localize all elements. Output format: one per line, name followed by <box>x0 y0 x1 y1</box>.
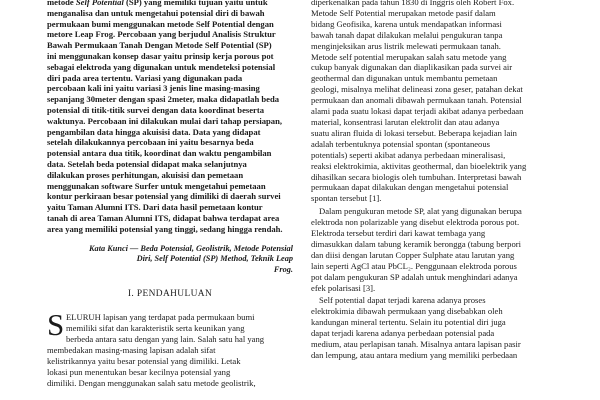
body-line: geothermal dan digunakan untuk membantu pemetaan <box>311 73 498 84</box>
body-line: alami pada suatu lokasi dapat terjadi akibat adanya perbedaan <box>311 106 524 117</box>
body-line: bidang Geofisika, karena untuk mendapatkan informasi <box>311 18 502 29</box>
body-line: cukup banyak digunakan dan diaplikasikan pada survei air <box>311 62 513 73</box>
keywords-line: Frog. <box>273 264 293 274</box>
abstract-line: menggunakan software Surfer untuk mengetahui pemetaan <box>47 180 266 191</box>
body-line: kandungan mineral tertentu. Selain itu potential diri juga <box>311 317 506 328</box>
body-line: permukaan dan anomali dibawah permukaan tanah. Potensial <box>311 95 522 106</box>
abstract-line: yaitu Taman Alumni ITS. Dari data hasil pemetaan kontur <box>47 202 263 213</box>
body-line: Elektroda tersebut terdiri dari kawat tembaga yang <box>311 228 486 239</box>
body-line: geologi, misalnya melihat delineasi zona geser, patahan dekat <box>311 84 523 95</box>
body-line: dan diisi dengan larutan Copper Sulphate atau larutan yang <box>311 249 515 260</box>
body-line: dan lempung, atau antara medium yang memiliki perbedaan <box>311 350 518 360</box>
body-line: medium, atau perlapisan tanah. Misalnya antara lapisan pasir <box>311 339 521 350</box>
body-line: lain seperti AgCl atau PbCL₂. Penggunaan elektroda porous <box>311 260 517 271</box>
abstract-line: Bawah Permukaan Tanah Dengan Metode Self Potential (SP) <box>47 40 272 51</box>
abstract-line: metore Leap Frog. Percobaan yang berjudul Analisis Struktur <box>47 29 276 40</box>
body-line: reaksi elektrokimia, aktivitas geothermal, dan bioelektrik yang <box>311 160 527 171</box>
abstract-line: dilakukan proses perhitungan, akuisisi dan pemetaan <box>47 169 244 180</box>
paragraph <box>311 295 558 360</box>
section-heading: I. PENDAHULUAN <box>127 289 213 300</box>
introduction-paragraph <box>47 307 293 388</box>
intro-line: kelistrikannya yaitu besar potensial yang dimiliki. Letak <box>47 355 241 366</box>
body-line: Dalam pengukuran metode SP, alat yang digunakan berupa <box>319 206 522 217</box>
abstract-line: metode Self Potential (SP) yang memiliki tujuan yaitu untuk <box>47 0 268 7</box>
abstract-line: tanah di area Taman Alumni ITS, didapat bahwa terdapat area <box>47 212 280 223</box>
keywords-line: Kata Kunci — Beda Potensial, Geolistrik, Metode Potensial <box>89 243 293 253</box>
abstract-line: data. Setelah beda potensial didapat maka selanjutnya <box>47 158 247 169</box>
abstract-line: kontur perkiraan besar potensial yang dimiliki di daerah survei <box>47 191 281 202</box>
abstract-line: setelah dilakukannya percobaan ini yaitu besarnya beda <box>47 137 254 148</box>
intro-line: membedakan masing-masing lapisan adalah sifat <box>47 345 216 356</box>
abstract-line: area yang memiliki potensial yang tinggi, sedang hingga rendah. <box>47 223 283 234</box>
body-line: material, konsentrasi larutan elektrolit dan atau adanya <box>311 116 500 127</box>
body-text <box>311 0 558 361</box>
body-line: Self potential dapat terjadi karena adanya proses <box>319 295 486 306</box>
body-line: bawah tanah dapat dilakukan melalui pengukuran tanpa <box>311 29 503 40</box>
abstract-line: ini menggunakan konsep dasar yaitu prinsip kerja porous pot <box>47 50 274 61</box>
abstract-line: sebagai elektroda yang digunakan untuk mendeteksi potensial <box>47 61 276 72</box>
introduction-text <box>47 307 293 388</box>
keywords-line: Diri, Self Potential (SP) Method, Teknik Leap <box>136 254 293 264</box>
left-column <box>47 0 293 389</box>
body-line: permukaan dapat dilakukan dengan mengetahui potensial <box>311 182 509 193</box>
abstract-line: pengambilan data hingga akuisisi data. Data yang didapat <box>47 126 261 137</box>
abstract-line: potensial antara dua titik, koordinat dan waktu pengambilan <box>47 148 272 159</box>
body-line: dihasilkan secara biologis oleh tumbuhan. Interpretasi bawah <box>311 171 522 182</box>
abstract-line: diri pada area tertentu. Variasi yang digunakan pada <box>47 72 243 83</box>
abstract-line: sepanjang 30meter dengan spasi 2meter, maka didapatlah beda <box>47 94 280 105</box>
body-line: dapat terjadi karena adanya perbedaan potensial pada <box>311 328 495 339</box>
abstract-line: percobaan kali ini yaitu variasi 3 jenis line masing-masing <box>47 83 260 94</box>
paragraph <box>311 206 558 293</box>
body-line: dimasukkan dalam tabung keramik berongga (tabung berpori <box>311 238 522 249</box>
right-column <box>311 0 558 361</box>
paragraph <box>311 0 558 204</box>
drop-cap: S <box>47 307 65 343</box>
body-line: elektrokimia dibawah permukaan yang disebabkan oleh <box>311 306 503 317</box>
body-line: elektroda non polarizable yang disebut elektroda porous pot. <box>311 217 520 228</box>
body-line: pot dalam pengukuran SP adalah untuk menghindari adanya <box>311 271 518 282</box>
body-line: Metode Self Potential merupakan metode pasif dalam <box>311 7 496 18</box>
keywords <box>47 244 293 276</box>
abstract-text <box>47 0 293 235</box>
abstract-line: potensial di titik-titik survei dengan data koordinat beserta <box>47 104 265 115</box>
body-line: adalah terbentuknya potensial spontan (spontaneous <box>311 138 490 149</box>
intro-line: dimiliki. Dengan menggunakan salah satu metode geolistrik, <box>47 377 256 388</box>
intro-line: berbeda antara satu dengan yang lain. Salah satu hal yang <box>66 334 265 345</box>
body-line: suatu aliran fluida di lokasi tersebut. Beberapa kejadian lain <box>311 127 517 138</box>
intro-line: memiliki sifat dan karakteristik serta keunikan yang <box>66 323 245 334</box>
body-line: menginjeksikan arus listrik melewati permukaan tanah. <box>311 40 501 51</box>
abstract-line: waktunya. Percobaan ini dilakukan mulai dari tahap persiapan, <box>47 115 283 126</box>
body-line: Metode self potential merupakan salah satu metode yang <box>311 51 507 62</box>
abstract-line: menganalisa dan untuk mengetahui potensial diri di bawah <box>47 7 265 18</box>
body-line: diperkenalkan pada tahun 1830 di Inggris oleh Robert Fox. <box>311 0 515 7</box>
body-line: spontan tersebut [1]. <box>311 193 382 204</box>
abstract-line: permukaan bumi menggunakan metode Self Potential dengan <box>47 18 274 29</box>
intro-line: ELURUH lapisan yang terdapat pada permukaan bumi <box>66 312 255 323</box>
body-line: efek polarisasi [3]. <box>311 282 376 293</box>
intro-line: lokasi pun menentukan besar kecilnya potensial yang <box>47 366 231 377</box>
body-line: potentials) seperti akibat adanya perbedaan mineralisasi, <box>311 149 506 160</box>
